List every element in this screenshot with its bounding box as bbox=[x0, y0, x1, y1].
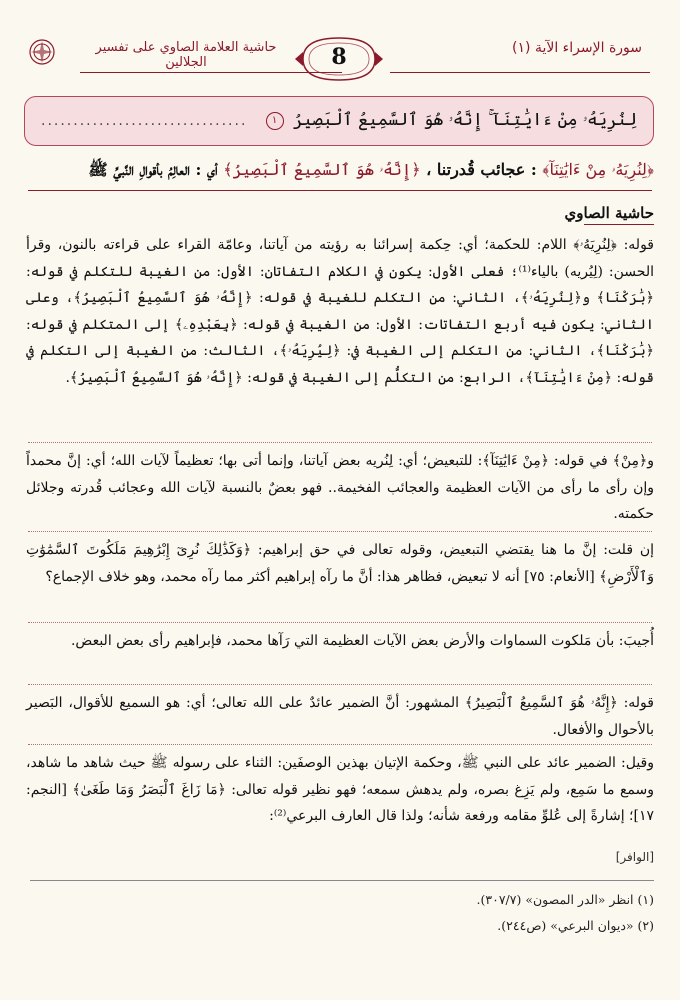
rosette-emblem-icon bbox=[28, 38, 56, 66]
verse-number: ١ bbox=[266, 112, 284, 130]
paragraph-separator bbox=[28, 684, 652, 685]
page-number: 8 bbox=[331, 44, 347, 70]
tafsir-quote-1: ﴿لِنُرِيَهُۥ مِنْ ءَايَٰتِنَآ﴾ bbox=[542, 160, 654, 179]
verse-quran-text: لِنُرِيَهُۥ مِنْ ءَايَٰتِنَآ ۚ إِنَّهُۥ هُوَ ٱلسَّمِيعُ ٱلْبَصِيرُ bbox=[292, 110, 637, 130]
header-rule-right bbox=[390, 72, 650, 73]
tafsir-line bbox=[26, 160, 654, 183]
paragraph: وقيل: الضمير عائد على النبي ﷺ، وحكمة الإتيان بهذين الوصفَين: الثناء على رسوله ﷺ حيث شاهد ما شاهد، وسمع ما سَمِع، ولم يَزِغ بصره، ولم يدهش سمعه؛ فهو نظير قوله تعالى: ﴿مَا زَاغَ ٱلْبَصَرُ وَمَا طَغَىٰ﴾ [النجم: ١٧]؛ إشارةً إلى عُلوِّ مقامه ورفعة شأنه؛ ولذا قال العارف البرعي⁽²⁾: bbox=[26, 755, 654, 824]
page-header bbox=[28, 34, 650, 90]
header-rule-left bbox=[80, 72, 342, 73]
paragraph-separator bbox=[28, 622, 652, 623]
paragraph: قوله: ﴿إِنَّهُۥ هُوَ ٱلسَّمِيعُ ٱلْبَصِيرُ﴾ المشهور: أنَّ الضمير عائدٌ على الله تعالى؛ أي: هو السميع للأقوال، البَصير بالأحوال والأفعال. bbox=[26, 695, 654, 738]
paragraph-separator bbox=[28, 442, 652, 443]
footnote: (١) انظر «الدر المصون» (٣٠٧/٧). bbox=[476, 892, 654, 907]
paragraph: قوله: ﴿لِنُرِيَهُۥ﴾ اللام: للحكمة؛ أي: حِكمة إسرائنا به رؤيته من آياتنا، وعامّة القراء على قراءته بالنون، وقرأ الحسن: (لِيُريه) بالياء⁽¹⁾؛ فعلى الأول: يكون في الكلام التفاتان: الأول: من الغيبة للتكلم في قوله: ﴿بَٰرَكْنَا﴾ و﴿لِنُرِيَهُۥ﴾، الثاني: من التكلم للغيبة في قوله: ﴿إِنَّهُۥ هُوَ ٱلسَّمِيعُ ٱلْبَصِيرُ﴾، وعلى الثاني: يكون فيه أربع التفاتات: الأول: من الغيبة في قوله: ﴿بِعَبْدِهِۦ﴾ إلى المتكلم في قوله: ﴿بَٰرَكْنَا﴾، الثاني: من التكلم إلى الغيبة في: ﴿لِيُرِيَهُۥ﴾، الثالث: من الغيبة إلى التكلم في قوله: ﴿مِنْ ءَايَٰتِنَآ﴾، الرابع: من التكلُّم إلى الغيبة في قوله: ﴿إِنَّهُۥ هُوَ ٱلسَّمِيعُ ٱلْبَصِيرُ﴾. bbox=[26, 237, 654, 386]
page-number-frame bbox=[293, 34, 385, 84]
footnote: (٢) «ديوان البرعي» (ص٢٤٤). bbox=[497, 918, 654, 933]
poem-meter-label: [الوافر] bbox=[615, 850, 654, 864]
verse-box bbox=[24, 96, 654, 146]
tafsir-quote-2: ﴿إِنَّهُۥ هُوَ ٱلسَّمِيعُ ٱلْبَصِيرُ﴾ bbox=[223, 160, 421, 179]
paragraph: و﴿مِنْ﴾ في قوله: ﴿مِنْ ءَايَٰتِنَآ﴾: للتبعيض؛ أي: لِنُريه بعض آياتنا، وإنما أتى بها؛ تعظيماً لآيات الله؛ أي: إنَّ محمداً وإن رأى ما رأى من الآيات العظيمة والعجائب الفخيمة.. فهو بعضٌ بالنسبة لآيات الله وعجائب قُدرته وجلائل حكمته. bbox=[26, 453, 654, 522]
verse-text bbox=[266, 109, 637, 130]
tafsir-text-2: أي : العالِمُ بأقوالِ النَّبيِّ ﷺ bbox=[88, 160, 224, 179]
section-title-underline bbox=[584, 224, 654, 225]
footnote-rule bbox=[30, 880, 654, 881]
paragraph: أُجيبَ: بأن مَلكوت السماوات والأرض بعض الآيات العظيمة التي رَآها محمد، فإبراهيم رأى بعض البعض. bbox=[70, 633, 654, 649]
surah-label: سورة الإسراء الآية (١) bbox=[512, 40, 642, 56]
verse-dots: ................................ bbox=[41, 113, 248, 129]
paragraph-separator bbox=[28, 531, 652, 532]
paragraph: إن قلت: إنَّ ما هنا يقتضي التبعيض، وقوله تعالى في حق إبراهيم: ﴿وَكَذَٰلِكَ نُرِىٓ إِبْرَٰهِيمَ مَلَكُوتَ ٱلسَّمَٰوَٰتِ وَٱلْأَرْضِ﴾ [الأنعام: ٧٥] أنه لا تبعيض، فظاهر هذا: أنَّ ما رآه إبراهيم أكثر مما رآه محمد، وهو خلاف الإجماع؟ bbox=[26, 542, 654, 585]
section-divider bbox=[28, 190, 652, 191]
tafsir-text-1: : عجائب قُدرتنا ، bbox=[420, 160, 543, 179]
paragraph-separator bbox=[28, 744, 652, 745]
book-title: حاشية العلامة الصاوي على تفسير الجلالين bbox=[95, 40, 277, 70]
section-title: حاشية الصاوي bbox=[564, 204, 654, 222]
